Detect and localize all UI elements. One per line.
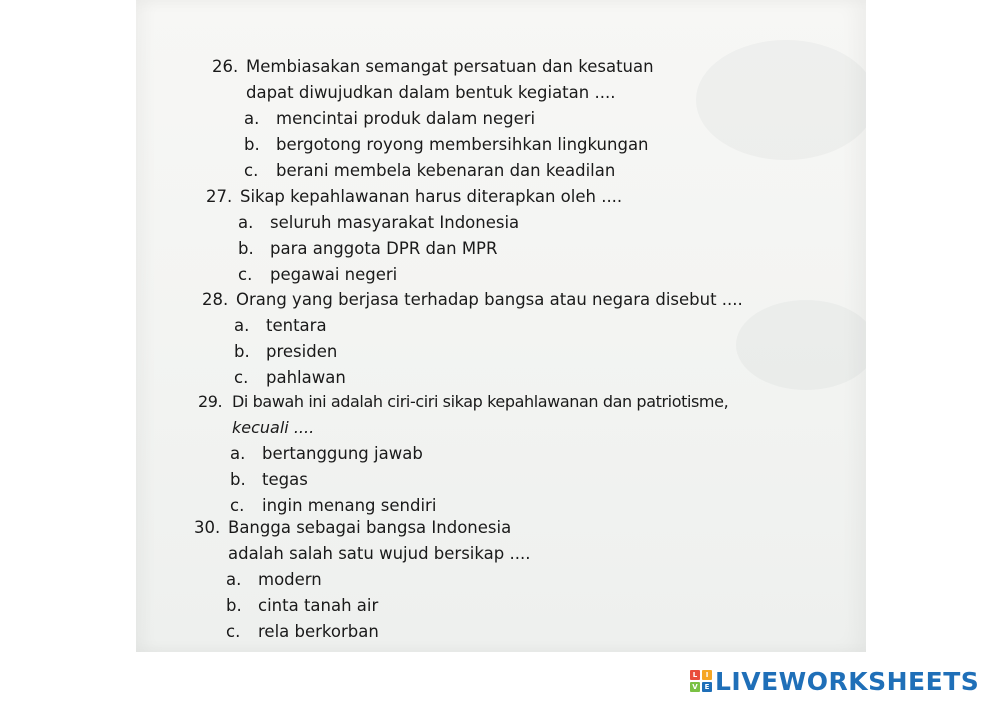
question-number: 30.: [194, 518, 221, 537]
logo-letter-v: V: [690, 682, 700, 692]
option-a: a. modern: [226, 570, 322, 589]
question-text-kecuali: kecuali ....: [232, 418, 315, 437]
question-text: dapat diwujudkan dalam bentuk kegiatan ....: [246, 83, 616, 102]
option-b: b. bergotong royong membersihkan lingkungan: [244, 135, 649, 154]
option-b: b. tegas: [230, 470, 308, 489]
option-c: c. pahlawan: [234, 368, 346, 387]
question-26: [212, 54, 654, 184]
option-c: c. ingin menang sendiri: [230, 496, 437, 515]
question-30: [194, 515, 530, 645]
question-28: [202, 287, 743, 391]
option-b: b. para anggota DPR dan MPR: [238, 239, 498, 258]
option-c: c. berani membela kebenaran dan keadilan: [244, 161, 616, 180]
logo-letter-i: I: [702, 670, 712, 680]
scan-shadow: [696, 40, 866, 160]
option-a: a. tentara: [234, 316, 327, 335]
question-text: Orang yang berjasa terhadap bangsa atau negara disebut ....: [236, 290, 743, 309]
option-c: c. pegawai negeri: [238, 265, 398, 284]
question-text: Sikap kepahlawanan harus diterapkan oleh ....: [240, 187, 623, 206]
scan-shadow: [736, 300, 866, 390]
logo-wordmark: LIVEWORKSHEETS: [715, 666, 980, 696]
logo-icon: [690, 670, 712, 692]
option-a: a. mencintai produk dalam negeri: [244, 109, 536, 128]
option-b: b. cinta tanah air: [226, 596, 379, 615]
question-text: Bangga sebagai bangsa Indonesia: [228, 518, 512, 537]
question-number: 27.: [206, 187, 233, 206]
question-text: Membiasakan semangat persatuan dan kesatuan: [246, 57, 654, 76]
question-number: 29.: [198, 392, 223, 411]
question-number: 28.: [202, 290, 229, 309]
option-a: a. seluruh masyarakat Indonesia: [238, 213, 520, 232]
question-number: 26.: [212, 57, 239, 76]
logo-letter-l: L: [690, 670, 700, 680]
question-27: [206, 184, 622, 288]
question-29: [198, 389, 728, 519]
question-text: Di bawah ini adalah ciri-ciri sikap kepahlawanan dan patriotisme,: [232, 392, 729, 411]
logo-letter-e: E: [702, 682, 712, 692]
option-a: a. bertanggung jawab: [230, 444, 423, 463]
liveworksheets-logo: [690, 664, 979, 698]
option-b: b. presiden: [234, 342, 338, 361]
scanned-worksheet-page: [136, 0, 866, 652]
question-text: adalah salah satu wujud bersikap ....: [228, 544, 531, 563]
option-c: c. rela berkorban: [226, 622, 379, 641]
